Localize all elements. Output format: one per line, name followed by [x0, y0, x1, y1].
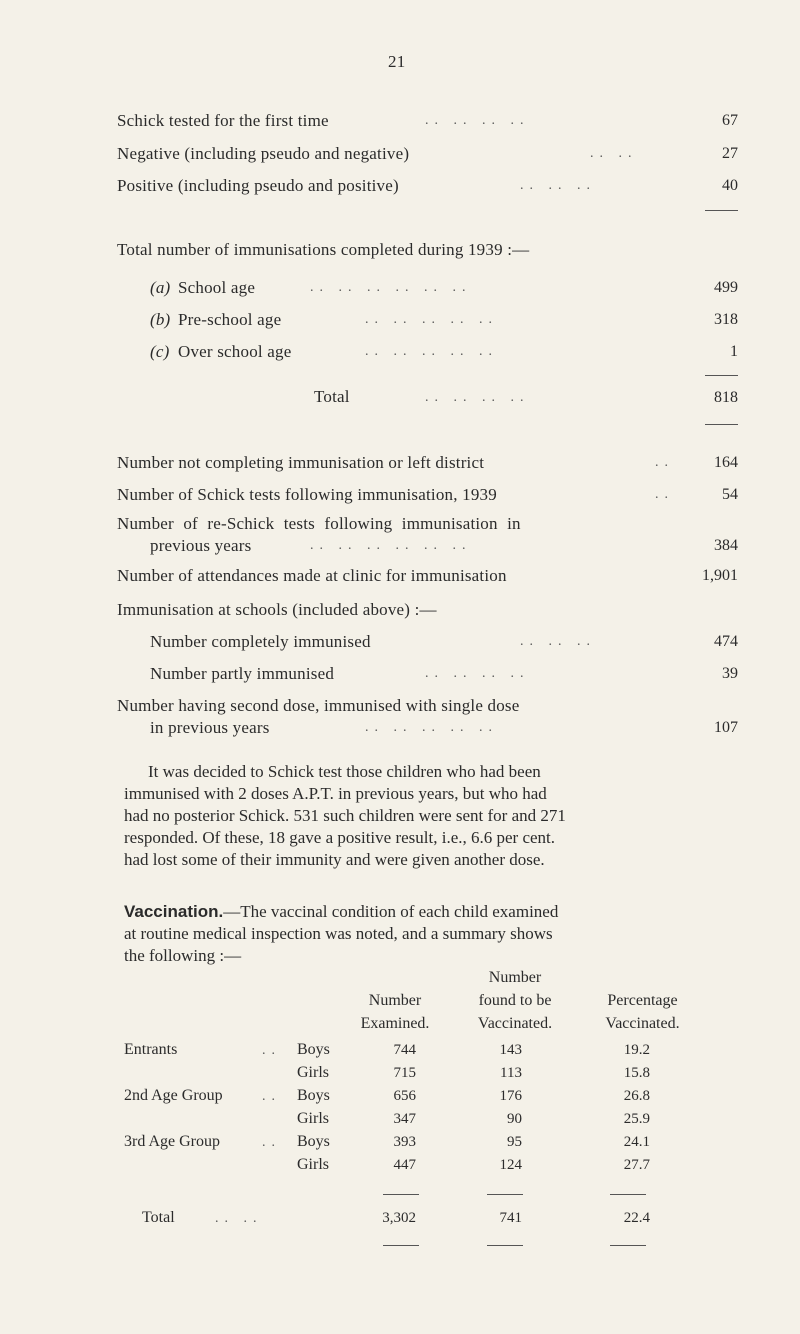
divider: [383, 1194, 419, 1195]
schick-following-value: 54: [722, 486, 738, 503]
row-sex: Boys: [297, 1133, 330, 1150]
row-group: Entrants: [124, 1041, 178, 1058]
paragraph-line: —The vaccinal condition of each child examined: [223, 902, 559, 921]
schick-paragraph: [124, 761, 744, 871]
col-header-examined: Number: [368, 992, 422, 1009]
school-age-marker: (a): [150, 278, 171, 297]
col-header-vaccinated: Number: [488, 969, 542, 986]
immunisations-total-value: 818: [714, 389, 738, 406]
col-header-vaccinated: Vaccinated.: [477, 1015, 553, 1032]
re-schick-label: Number of re-Schick tests following immunisation in: [117, 514, 521, 533]
row-sex: Girls: [297, 1156, 329, 1173]
divider: [705, 375, 738, 376]
row-vaccinated: 113: [500, 1065, 522, 1081]
not-completing-label: Number not completing immunisation or left district: [117, 453, 485, 472]
row-sex: Boys: [297, 1041, 330, 1058]
divider: [383, 1245, 419, 1246]
col-header-vaccinated: found to be: [478, 992, 552, 1009]
divider: [487, 1194, 523, 1195]
completely-immunised-label: Number completely immunised: [150, 632, 371, 651]
total-label: Total: [142, 1209, 175, 1226]
row-sex: Boys: [297, 1087, 330, 1104]
divider: [610, 1245, 646, 1246]
pre-school-label: Pre-school age: [178, 310, 282, 329]
over-school-value: 1: [730, 343, 738, 360]
col-header-percentage: Percentage: [607, 992, 678, 1009]
row-vaccinated: 95: [507, 1134, 522, 1150]
paragraph-line: immunised with 2 doses A.P.T. in previous years, but who had: [124, 784, 547, 803]
partly-immunised-value: 39: [722, 665, 738, 682]
total-vaccinated: 741: [499, 1210, 522, 1226]
pre-school-marker: (b): [150, 310, 171, 329]
schick-first-label: Schick tested for the first time: [117, 111, 329, 130]
paragraph-line: the following :—: [124, 946, 242, 965]
page-number: 21: [388, 52, 406, 71]
col-header-examined: Examined.: [360, 1015, 430, 1032]
not-completing-value: 164: [714, 454, 738, 471]
schick-following-label: Number of Schick tests following immunisation, 1939: [117, 485, 497, 504]
over-school-label: Over school age: [178, 342, 292, 361]
paragraph-line: had lost some of their immunity and were given another dose.: [124, 850, 545, 869]
row-percentage: 26.8: [623, 1088, 650, 1104]
row-vaccinated: 124: [499, 1157, 522, 1173]
divider: [705, 424, 738, 425]
attendances-label: Number of attendances made at clinic for immunisation: [117, 566, 507, 585]
row-examined: 347: [393, 1111, 416, 1127]
vaccination-heading: Vaccination.: [124, 902, 224, 921]
schick-positive-label: Positive (including pseudo and positive): [117, 176, 399, 195]
row-examined: 656: [393, 1088, 416, 1104]
row-examined: 447: [393, 1157, 416, 1173]
row-percentage: 19.2: [623, 1042, 650, 1058]
row-group: 2nd Age Group: [124, 1087, 223, 1104]
completely-immunised-value: 474: [714, 633, 738, 650]
schick-positive-value: 40: [722, 177, 738, 194]
divider: [610, 1194, 646, 1195]
vaccination-paragraph: [124, 901, 744, 967]
row-percentage: 15.8: [623, 1065, 650, 1081]
divider: [487, 1245, 523, 1246]
re-schick-value: 384: [714, 537, 738, 554]
row-sex: Girls: [297, 1064, 329, 1081]
over-school-marker: (c): [150, 342, 170, 361]
attendances-value: 1,901: [702, 567, 738, 584]
row-vaccinated: 90: [507, 1111, 522, 1127]
second-dose-label: Number having second dose, immunised with single dose: [117, 696, 520, 715]
schick-negative-label: Negative (including pseudo and negative): [117, 144, 410, 163]
school-age-label: School age: [178, 278, 256, 297]
row-examined: 744: [393, 1042, 416, 1058]
row-vaccinated: 176: [499, 1088, 522, 1104]
row-sex: Girls: [297, 1110, 329, 1127]
row-vaccinated: 143: [499, 1042, 522, 1058]
total-percentage: 22.4: [623, 1210, 650, 1226]
row-examined: 393: [393, 1134, 416, 1150]
paragraph-line: responded. Of these, 18 gave a positive result, i.e., 6.6 per cent.: [124, 828, 556, 847]
col-header-percentage: Vaccinated.: [605, 1015, 680, 1032]
partly-immunised-label: Number partly immunised: [150, 664, 335, 683]
row-group: 3rd Age Group: [124, 1133, 220, 1150]
row-percentage: 27.7: [623, 1157, 650, 1173]
row-examined: 715: [393, 1065, 416, 1081]
paragraph-line: had no posterior Schick. 531 such children were sent for and 271: [124, 806, 566, 825]
row-percentage: 24.1: [623, 1134, 650, 1150]
immunisations-heading: Total number of immunisations completed during 1939 :—: [117, 240, 530, 259]
total-examined: 3,302: [382, 1210, 416, 1226]
school-age-value: 499: [714, 279, 738, 296]
row-percentage: 25.9: [623, 1111, 650, 1127]
divider: [705, 210, 738, 211]
second-dose-value: 107: [714, 719, 738, 736]
immunisations-total-label: Total: [314, 387, 350, 406]
paragraph-line: at routine medical inspection was noted, and a summary shows: [124, 924, 553, 943]
paragraph-line: It was decided to Schick test those children who had been: [148, 762, 541, 781]
second-dose-label-cont: in previous years: [150, 718, 270, 737]
schick-first-value: 67: [722, 112, 738, 129]
schools-heading: Immunisation at schools (included above) :—: [117, 600, 437, 619]
pre-school-value: 318: [714, 311, 738, 328]
schick-negative-value: 27: [722, 145, 738, 162]
re-schick-label-cont: previous years: [150, 536, 252, 555]
